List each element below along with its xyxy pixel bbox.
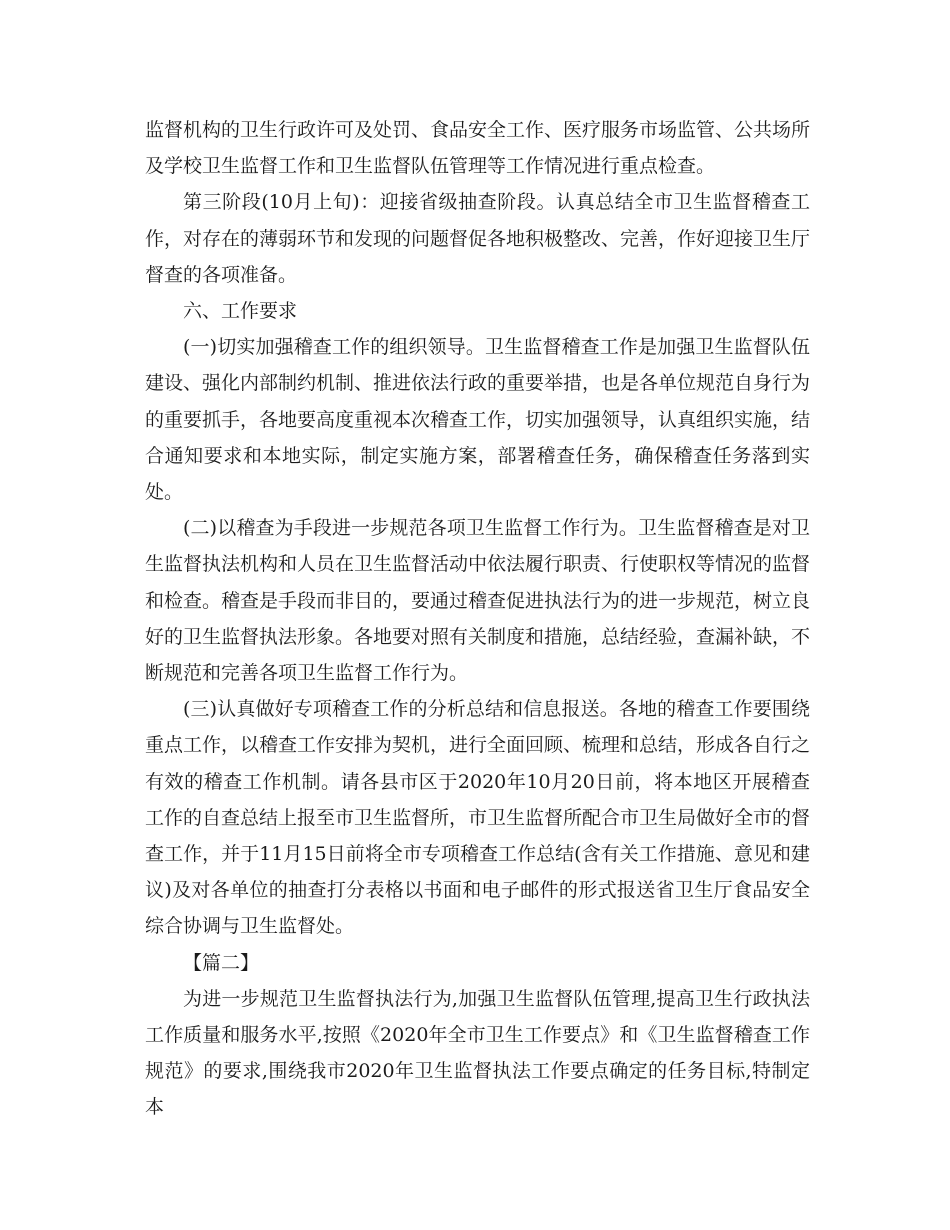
paragraph-part-two-intro: 为进一步规范卫生监督执法行为,加强卫生监督队伍管理,提高卫生行政执法工作质量和服务水平,按照《2020年全市卫生工作要点》和《卫生监督稽查工作规范》的要求,围绕我市2020年卫生监督执法工作要点确定的任务目标,特制定本 xyxy=(145,987,810,1119)
document-body xyxy=(145,112,810,1126)
paragraph-phase-three: 第三阶段(10月上旬)：迎接省级抽查阶段。认真总结全市卫生监督稽查工作，对存在的薄弱环节和发现的问题督促各地积极整改、完善，作好迎接卫生厅督查的各项准备。 xyxy=(145,191,811,286)
paragraph-requirement-two: (二)以稽查为手段进一步规范各项卫生监督工作行为。卫生监督稽查是对卫生监督执法机构和人员在卫生监督活动中依法履行职责、行使职权等情况的监督和检查。稽查是手段而非目的，要通过稽查促进执法行为的进一步规范，树立良好的卫生监督执法形象。各地要对照有关制度和措施，总结经验，查漏补缺，不断规范和完善各项卫生监督工作行为。 xyxy=(145,517,811,685)
section-heading-work-requirements: 六、工作要求 xyxy=(183,300,298,323)
paragraph-requirement-one: (一)切实加强稽查工作的组织领导。卫生监督稽查工作是加强卫生监督队伍建设、强化内部制约机制、推进依法行政的重要举措，也是各单位规范自身行为的重要抓手，各地要高度重视本次稽查工作，切实加强领导，认真组织实施，结合通知要求和本地实际，制定实施方案，部署稽查任务，确保稽查任务落到实处。 xyxy=(145,336,811,504)
section-heading-part-two: 【篇二】 xyxy=(183,951,260,974)
paragraph-continuation: 监督机构的卫生行政许可及处罚、食品安全工作、医疗服务市场监管、公共场所及学校卫生监督工作和卫生监督队伍管理等工作情况进行重点检查。 xyxy=(145,119,811,178)
paragraph-requirement-three: (三)认真做好专项稽查工作的分析总结和信息报送。各地的稽查工作要围绕重点工作，以稽查工作安排为契机，进行全面回顾、梳理和总结，形成各自行之有效的稽查工作机制。请各县市区于2020年10月20日前，将本地区开展稽查工作的自查总结上报至市卫生监督所，市卫生监督所配合市卫生局做好全市的督查工作，并于11月15日前将全市专项稽查工作总结(含有关工作措施、意见和建议)及对各单位的抽查打分表格以书面和电子邮件的形式报送省卫生厅食品安全综合协调与卫生监督处。 xyxy=(145,698,811,938)
